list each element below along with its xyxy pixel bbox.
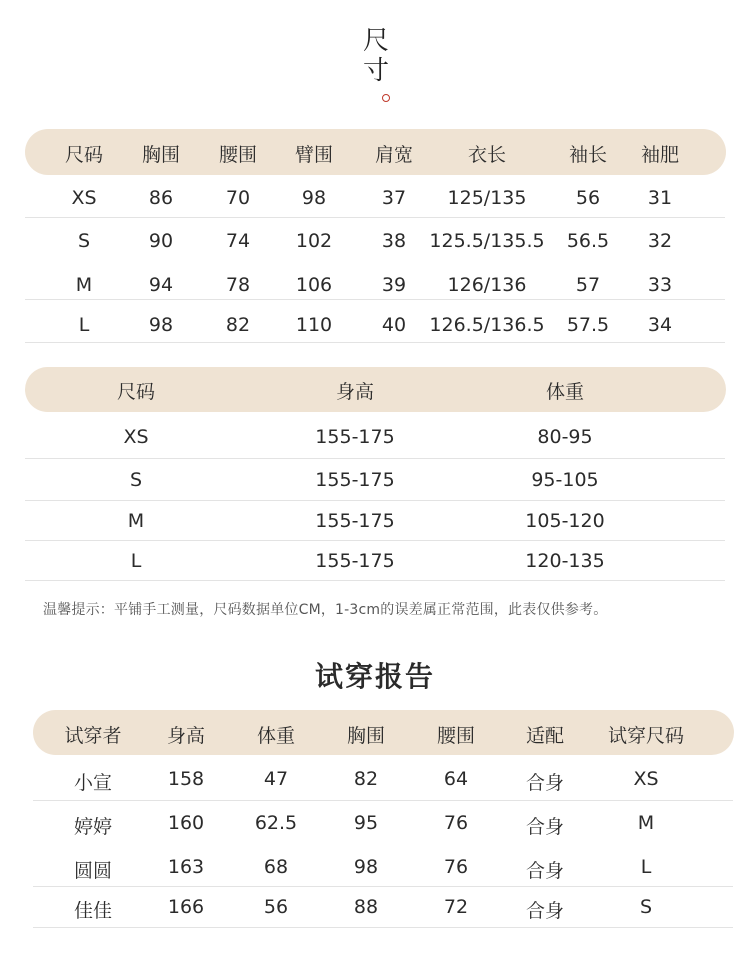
table-cell: XS [71,187,97,209]
column-header: 试穿者 [64,725,122,747]
column-header: 衣长 [467,144,507,166]
table-cell: XS [123,426,149,448]
table-cell: 57.5 [566,314,610,336]
column-header: 体重 [545,381,585,403]
table-cell: 39 [381,274,407,296]
report-title: 试穿报告 [314,660,435,693]
table-cell: 86 [148,187,174,209]
table-cell: 合身 [525,900,565,922]
table-cell: 126.5/136.5 [429,314,545,336]
column-header: 体重 [256,725,296,747]
table-cell: 小宣 [73,772,113,794]
row-divider [33,927,733,928]
table-cell: S [639,896,653,918]
table-cell: 125.5/135.5 [429,230,545,252]
table-cell: 34 [647,314,673,336]
table-cell: 合身 [525,816,565,838]
column-header: 身高 [335,381,375,403]
table-cell: 56 [263,896,289,918]
table-cell: 155-175 [315,510,395,532]
column-header: 胸围 [346,725,386,747]
table-cell: 合身 [525,860,565,882]
row-divider [33,800,733,801]
table-cell: 98 [148,314,174,336]
table-cell: 95 [353,812,379,834]
page-title [360,26,392,86]
column-header: 袖长 [568,144,608,166]
table-cell: 68 [263,856,289,878]
column-header: 尺码 [64,144,104,166]
row-divider [25,342,725,343]
table-cell: S [129,469,143,491]
column-header: 袖肥 [640,144,680,166]
table-cell: 47 [263,768,289,790]
table-cell: 106 [295,274,333,296]
table-cell: 155-175 [315,469,395,491]
table-cell: S [77,230,91,252]
table-cell: 120-135 [525,550,605,572]
table-cell: 78 [225,274,251,296]
table-cell: 94 [148,274,174,296]
table-cell: 40 [381,314,407,336]
table-cell: 31 [647,187,673,209]
table-cell: 38 [381,230,407,252]
measurement-note: 温馨提示：平铺手工测量，尺码数据单位CM，1-3cm的误差属正常范围，此表仅供参考。 [43,602,608,618]
table-cell: 33 [647,274,673,296]
table-cell: 82 [353,768,379,790]
table-cell: 98 [301,187,327,209]
column-header: 胸围 [141,144,181,166]
table-cell: L [130,550,142,572]
table-cell: XS [633,768,659,790]
table-cell: 62.5 [254,812,298,834]
table-cell: 74 [225,230,251,252]
table-cell: 90 [148,230,174,252]
table-cell: 88 [353,896,379,918]
table-cell: M [75,274,93,296]
column-header: 腰围 [436,725,476,747]
table-cell: 佳佳 [73,900,113,922]
table-cell: 56 [575,187,601,209]
table-cell: 56.5 [566,230,610,252]
table-cell: 76 [443,856,469,878]
row-divider [25,500,725,501]
table-cell: 110 [295,314,333,336]
title-dot-icon [382,94,390,102]
table-cell: 80-95 [537,426,593,448]
row-divider [25,299,725,300]
table-cell: L [78,314,90,336]
table-cell: 125/135 [447,187,527,209]
row-divider [25,217,725,218]
column-header: 适配 [525,725,565,747]
row-divider [25,580,725,581]
column-header: 肩宽 [374,144,414,166]
row-divider [25,458,725,459]
table-cell: L [640,856,652,878]
table-cell: 70 [225,187,251,209]
table-cell: 82 [225,314,251,336]
title-char: 尺 [362,26,389,56]
column-header: 臂围 [294,144,334,166]
table-cell: 105-120 [525,510,605,532]
table-cell: 72 [443,896,469,918]
table-cell: M [127,510,145,532]
table-cell: 98 [353,856,379,878]
table-cell: 婷婷 [73,816,113,838]
title-char: 寸 [362,56,389,86]
row-divider [33,886,733,887]
column-header: 腰围 [218,144,258,166]
row-divider [25,540,725,541]
column-header: 尺码 [116,381,156,403]
table-cell: 32 [647,230,673,252]
table-cell: M [637,812,655,834]
table-cell: 155-175 [315,426,395,448]
column-header: 身高 [166,725,206,747]
table-cell: 155-175 [315,550,395,572]
table-cell: 95-105 [531,469,599,491]
table-cell: 163 [167,856,205,878]
table-cell: 126/136 [447,274,527,296]
table-cell: 160 [167,812,205,834]
table-cell: 102 [295,230,333,252]
table-cell: 64 [443,768,469,790]
table-cell: 76 [443,812,469,834]
table-cell: 166 [167,896,205,918]
table-cell: 57 [575,274,601,296]
table-cell: 158 [167,768,205,790]
table-cell: 圆圆 [73,860,113,882]
table-cell: 37 [381,187,407,209]
column-header: 试穿尺码 [607,725,685,747]
table-cell: 合身 [525,772,565,794]
